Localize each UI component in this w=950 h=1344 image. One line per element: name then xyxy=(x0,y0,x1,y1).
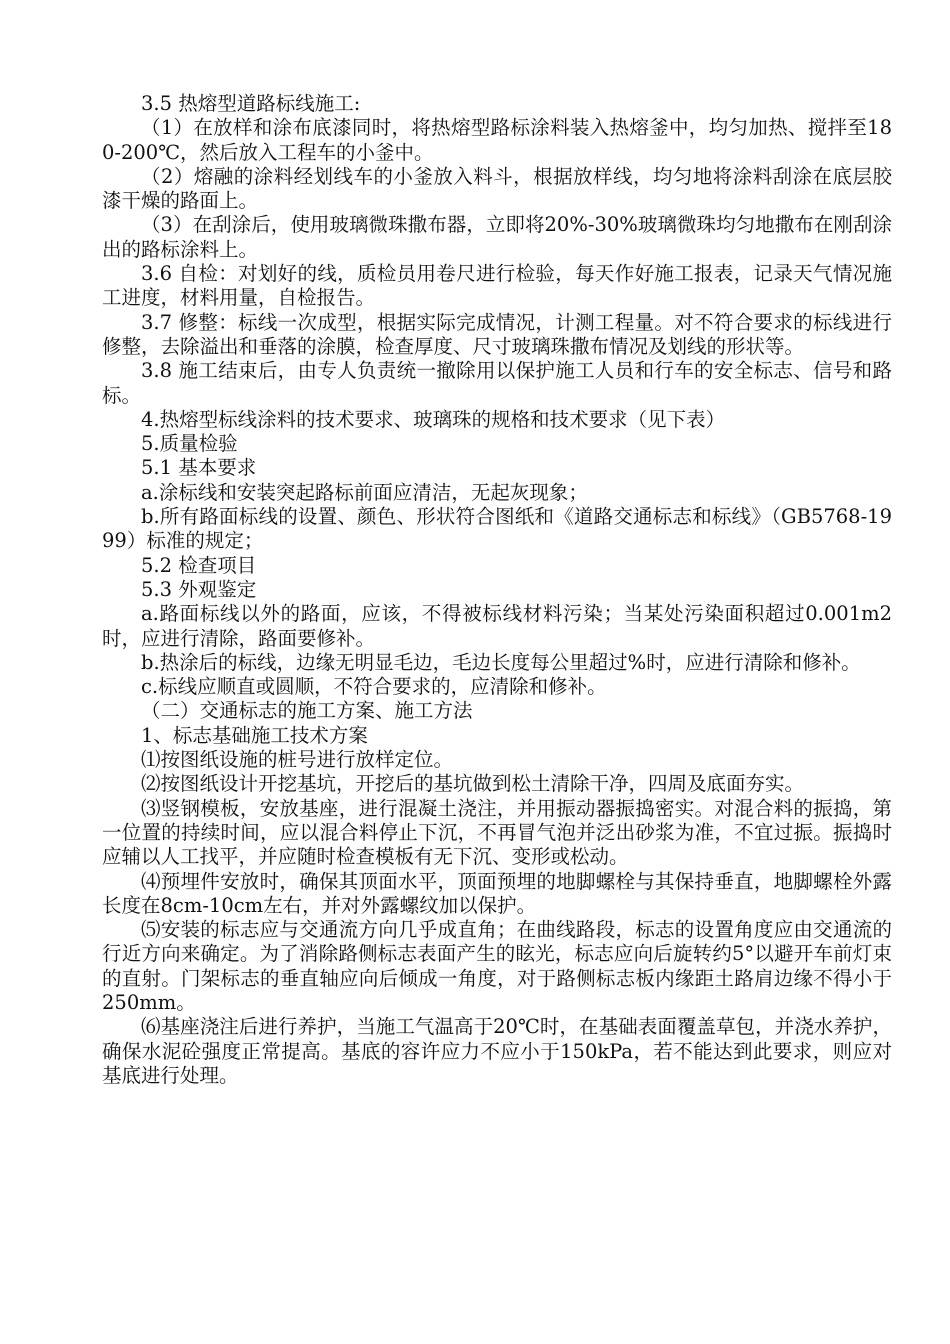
paragraph-appearance-c: c.标线应顺直或圆顺，不符合要求的，应清除和修补。 xyxy=(141,675,607,699)
paragraph-foundation-4: ⑷预埋件安放时，确保其顶面水平，顶面预埋的地脚螺栓与其保持垂直，地脚螺栓外露长度在8cm-10cm左右，并对外露螺纹加以保护。 xyxy=(102,869,892,917)
paragraph-step-2: （2）熔融的涂料经划线车的小釜放入料斗，根据放样线，均匀地将涂料刮涂在底层胶漆干燥的路面上。 xyxy=(102,164,892,213)
paragraph-foundation-6: ⑹基座浇注后进行养护，当施工气温高于20℃时，在基础表面覆盖草包，并浇水养护，确保水泥砼强度正常提高。基底的容许应力不应小于150kPa，若不能达到此要求，则应对基底进行处理。 xyxy=(102,1015,892,1087)
paragraph-completion: 3.8 施工结束后，由专人负责统一撤除用以保护施工人员和行车的安全标志、信号和路标。 xyxy=(102,359,892,407)
document-body xyxy=(102,92,892,1088)
paragraph-foundation-2: ⑵按图纸设计开挖基坑，开挖后的基坑做到松土清除干净，四周及底面夯实。 xyxy=(141,772,805,796)
paragraph-foundation-3: ⑶竖钢模板，安放基座，进行混凝土浇注，并用振动器振捣密实。对混合料的振捣，第一位置的持续时间，应以混合料停止下沉，不再冒气泡并泛出砂浆为准，不宜过振。振捣时应辅以人工找平，并应随时检查模板有无下沉、变形或松动。 xyxy=(102,796,892,869)
paragraph-appearance-b: b.热涂后的标线，边缘无明显毛边，毛边长度每公里超过%时，应进行清除和修补。 xyxy=(141,650,861,674)
paragraph-section-two-heading: （二）交通标志的施工方案、施工方法 xyxy=(141,699,473,723)
paragraph-requirement-a: a.涂标线和安装突起路标前面应清洁，无起灰现象； xyxy=(141,480,588,504)
paragraph-trimming: 3.7 修整：标线一次成型，根据实际完成情况，计测工程量。对不符合要求的标线进行修整，去除溢出和垂落的涂膜，检查厚度、尺寸玻璃珠撒布情况及划线的形状等。 xyxy=(102,310,892,358)
paragraph-requirement-b: b.所有路面标线的设置、颜色、形状符合图纸和《道路交通标志和标线》（GB5768-1999）标准的规定； xyxy=(102,505,892,553)
paragraph-heading-5: 5.质量检验 xyxy=(141,432,238,456)
paragraph-heading-4: 4.热熔型标线涂料的技术要求、玻璃珠的规格和技术要求（见下表） xyxy=(141,407,726,431)
paragraph-appearance-a: a.路面标线以外的路面，应该，不得被标线材料污染；当某处污染面积超过0.001m2时，应进行清除，路面要修补。 xyxy=(102,602,892,650)
paragraph-self-check: 3.6 自检：对划好的线，质检员用卷尺进行检验，每天作好施工报表，记录天气情况施工进度，材料用量，自检报告。 xyxy=(102,262,892,310)
paragraph-heading-5-2: 5.2 检查项目 xyxy=(141,553,257,577)
paragraph-heading-5-3: 5.3 外观鉴定 xyxy=(141,577,257,601)
paragraph-heading-3-5: 3.5 热熔型道路标线施工: xyxy=(141,92,361,115)
paragraph-heading-5-1: 5.1 基本要求 xyxy=(141,456,257,480)
paragraph-foundation-1: ⑴按图纸设施的桩号进行放样定位。 xyxy=(141,748,454,772)
paragraph-step-1: （1）在放样和涂布底漆同时，将热熔型路标涂料装入热熔釜中，均匀加热、搅拌至180-200℃，然后放入工程车的小釜中。 xyxy=(102,116,892,164)
paragraph-foundation-5: ⑸安装的标志应与交通流方向几乎成直角；在曲线路段，标志的设置角度应由交通流的行近方向来确定。为了消除路侧标志表面产生的眩光，标志应向后旋转约5°以避开车前灯束的直射。门架标志的垂直轴应向后倾成一角度，对于路侧标志板内缘距土路肩边缘不得小于250mm。 xyxy=(102,918,892,1014)
paragraph-foundation-heading: 1、标志基础施工技术方案 xyxy=(141,723,368,747)
paragraph-step-3: （3）在刮涂后，使用玻璃微珠撒布器，立即将20%-30%玻璃微珠均匀地撒布在刚刮涂出的路标涂料上。 xyxy=(102,213,892,261)
